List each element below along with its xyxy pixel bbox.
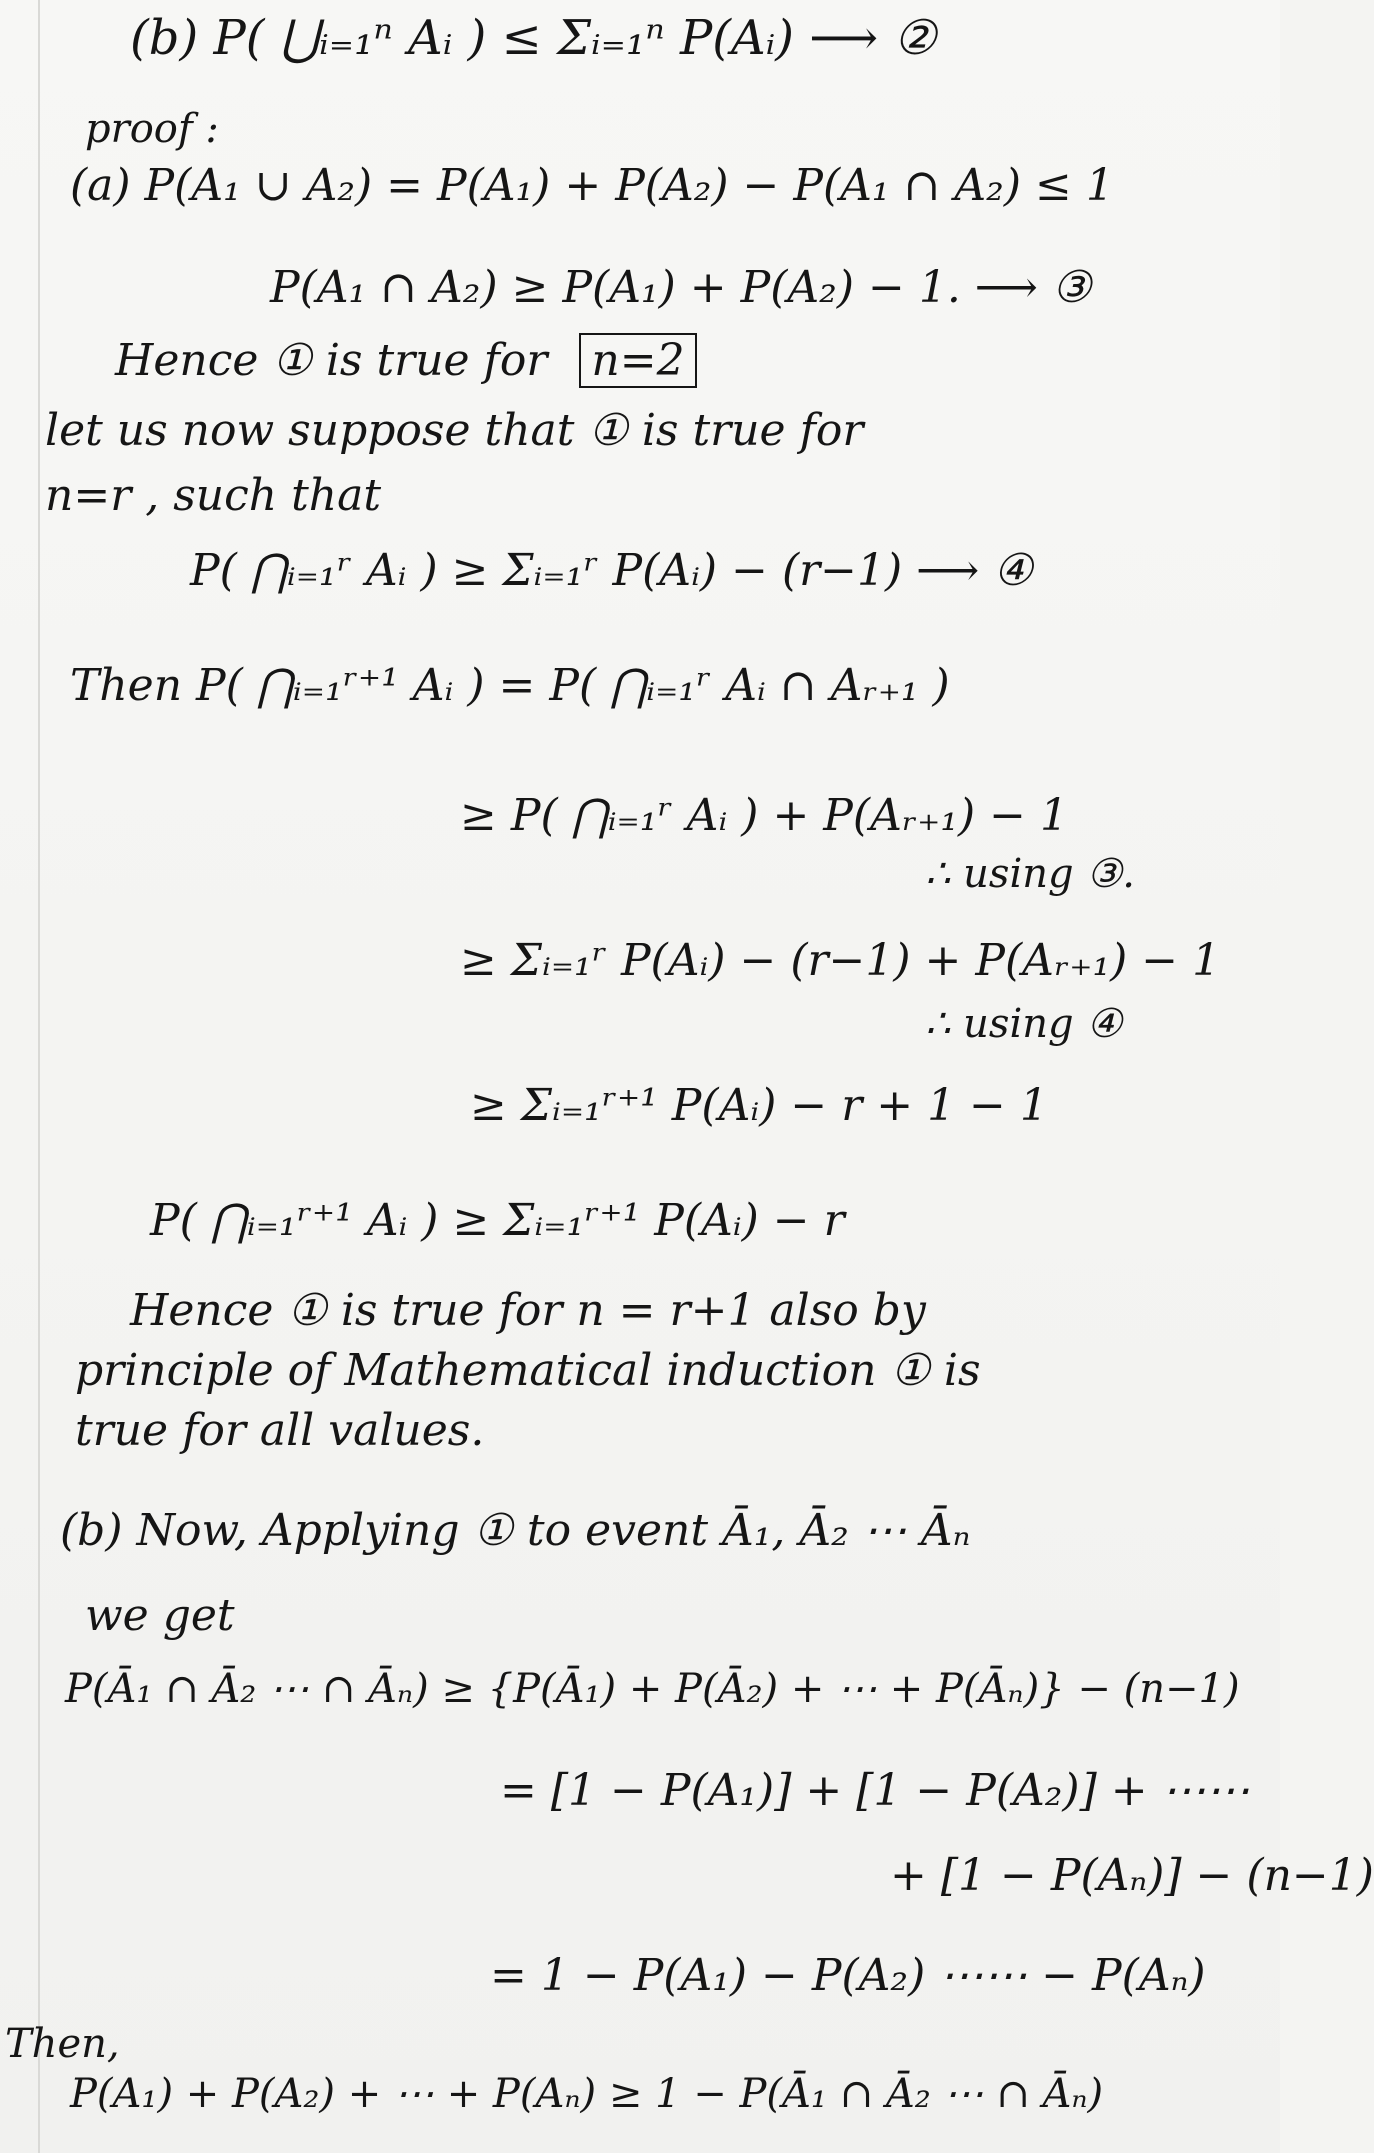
conclusion-line-3: true for all values. [75,1405,485,1456]
result-equation: P( ⋂ᵢ₌₁ʳ⁺¹ Aᵢ ) ≥ Σᵢ₌₁ʳ⁺¹ P(Aᵢ) − r [150,1195,845,1246]
step-geq-1: ≥ P( ⋂ᵢ₌₁ʳ Aᵢ ) + P(Aᵣ₊₁) − 1 [460,790,1068,841]
final-result: P(A₁) + P(A₂) + ⋯ + P(Aₙ) ≥ 1 − P(Ā₁ ∩ Ā₂ ⋯ ∩ Āₙ) [70,2071,1104,2117]
expansion-line-2: + [1 − P(Aₙ)] − (n−1) [890,1850,1374,1901]
step-geq-3: ≥ Σᵢ₌₁ʳ⁺¹ P(Aᵢ) − r + 1 − 1 [470,1080,1048,1131]
conclusion-line-2: principle of Mathematical induction ① is [75,1345,981,1396]
step-a-union: (a) P(A₁ ∪ A₂) = P(A₁) + P(A₂) − P(A₁ ∩ A₂) ≤ 1 [70,160,1114,211]
simplified-line: = 1 − P(A₁) − P(A₂) ⋯⋯ − P(Aₙ) [490,1950,1206,2001]
then-label: Then, [5,2021,120,2067]
proof-heading: proof : [85,106,219,152]
inequality-b-statement: (b) P( ⋃ᵢ₌₁ⁿ Aᵢ ) ≤ Σᵢ₌₁ⁿ P(Aᵢ) ⟶ ② [130,10,937,66]
step-a-intersection: P(A₁ ∩ A₂) ≥ P(A₁) + P(A₂) − 1. ⟶ ③ [270,262,1092,313]
margin-line [38,0,40,2153]
induction-hypothesis-line: let us now suppose that ① is true for [45,405,864,456]
expansion-line-1: = [1 − P(A₁)] + [1 − P(A₂)] + ⋯⋯ [500,1765,1250,1816]
complement-inequality: P(Ā₁ ∩ Ā₂ ⋯ ∩ Āₙ) ≥ {P(Ā₁) + P(Ā₂) + ⋯ + P(Āₙ)} − (n−1) [65,1666,1240,1712]
hypothesis-equation: P( ⋂ᵢ₌₁ʳ Aᵢ ) ≥ Σᵢ₌₁ʳ P(Aᵢ) − (r−1) ⟶ ④ [190,545,1033,596]
using-4-note: ∴ using ④ [925,1001,1123,1047]
step-geq-2: ≥ Σᵢ₌₁ʳ P(Aᵢ) − (r−1) + P(Aᵣ₊₁) − 1 [460,935,1221,986]
using-3-note: ∴ using ③. [925,851,1135,897]
part-b-intro: (b) Now, Applying ① to event Ā₁, Ā₂ ⋯ Āₙ [60,1505,971,1556]
hence-true-for-two-text: Hence ① is true for [115,335,548,386]
n-equals-two-box: n=2 [579,333,696,388]
conclusion-line-1: Hence ① is true for n = r+1 also by [130,1285,926,1336]
we-get-line: we get [85,1590,235,1641]
then-equation: Then P( ⋂ᵢ₌₁ʳ⁺¹ Aᵢ ) = P( ⋂ᵢ₌₁ʳ Aᵢ ∩ Aᵣ₊₁ ) [70,660,950,711]
hence-true-for-two [115,335,697,388]
n-equals-r-line: n=r , such that [45,470,382,521]
